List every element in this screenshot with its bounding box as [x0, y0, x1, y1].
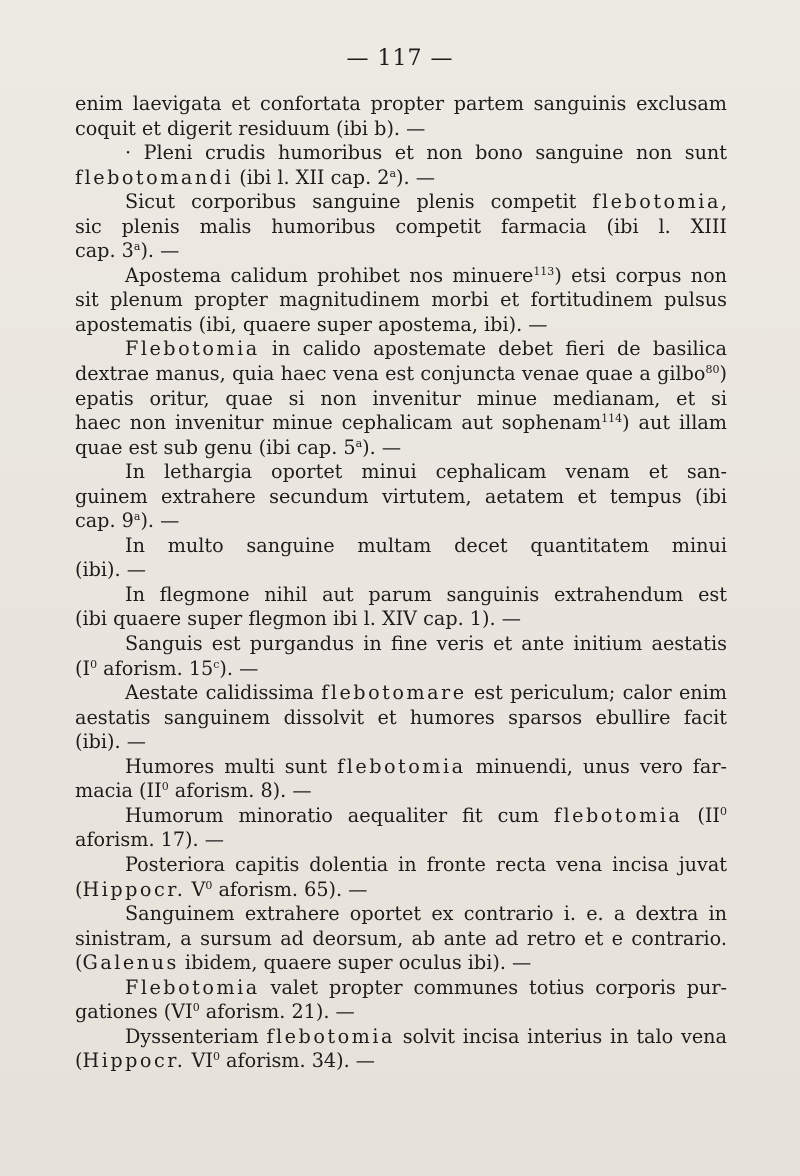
text-run: Humores multi sunt	[125, 754, 338, 778]
text-run: Sanguis est purgandus in fine veris et ante initium aestatis	[125, 632, 727, 656]
text-run: ). —	[219, 656, 259, 680]
text-run: gationes (VI	[75, 1000, 193, 1024]
superscript: 80	[705, 363, 720, 377]
text-run: aforism. 34). —	[219, 1049, 375, 1073]
text-line	[75, 902, 727, 927]
text-line	[75, 117, 727, 142]
text-run: )	[719, 362, 727, 386]
text-run: ). —	[140, 239, 180, 263]
text-line	[75, 755, 727, 780]
text-run: aforism. 15	[97, 656, 214, 680]
text-run: solvit incisa interius in talo vena	[394, 1024, 727, 1048]
text-line	[75, 436, 727, 461]
text-run: (	[75, 951, 83, 975]
superscript: 0	[192, 1001, 200, 1015]
spaced-word: flebotomia	[553, 803, 683, 827]
body-text	[75, 92, 727, 1074]
text-run: (II	[682, 803, 720, 827]
text-line	[75, 878, 727, 903]
text-line	[75, 411, 727, 436]
text-run: Posteriora capitis dolentia in fronte recta vena incisa juvat	[125, 852, 727, 876]
text-run: In lethargia oportet minui cephalicam venam et san-	[125, 460, 727, 484]
text-run: (ibi). —	[75, 558, 146, 582]
text-run: guinem extrahere secundum virtutem, aetatem et tempus (ibi	[75, 484, 727, 508]
text-run: sic plenis malis humoribus competit farmacia (ibi l. XIII	[75, 214, 727, 238]
spaced-word: flebotomia	[266, 1024, 395, 1048]
spaced-word: Hippocr.	[82, 1049, 186, 1073]
text-line	[75, 215, 727, 240]
text-run: (ibi). —	[75, 730, 146, 754]
superscript: a	[133, 240, 141, 254]
superscript: 113	[533, 264, 555, 278]
text-line	[75, 460, 727, 485]
text-line	[75, 337, 727, 362]
text-line	[75, 288, 727, 313]
text-line	[75, 190, 727, 215]
text-run: est periculum; calor enim	[466, 681, 727, 705]
text-run: ibidem, quaere super oculus ibi). —	[178, 951, 532, 975]
text-line	[75, 951, 727, 976]
text-run: V	[185, 877, 206, 901]
superscript: a	[355, 436, 363, 450]
text-line	[75, 853, 727, 878]
text-run: cap. 9	[75, 509, 134, 533]
text-line	[75, 681, 727, 706]
text-line	[75, 779, 727, 804]
text-line	[75, 239, 727, 264]
text-line	[75, 534, 727, 559]
text-run: enim laevigata et confortata propter partem sanguinis exclusam	[75, 92, 727, 115]
text-run: In multo sanguine multam decet quantitatem minui	[125, 533, 727, 557]
text-run: cap. 3	[75, 239, 134, 263]
text-run: ,	[720, 190, 727, 214]
text-line	[75, 92, 727, 117]
text-line	[75, 509, 727, 534]
text-line	[75, 485, 727, 510]
text-line	[75, 583, 727, 608]
text-run: Apostema calidum prohibet nos minuere	[125, 263, 534, 287]
superscript: a	[133, 510, 141, 524]
superscript: 0	[205, 878, 213, 892]
text-line	[75, 1000, 727, 1025]
text-run: sit plenum propter magnitudinem morbi et fortitudinem pulsus	[75, 288, 727, 312]
text-run: apostematis (ibi, quaere super apostema, ibi). —	[75, 312, 548, 336]
text-line	[75, 313, 727, 338]
superscript: 0	[161, 780, 169, 794]
text-run: ) etsi corpus non	[554, 263, 727, 287]
spaced-word: flebotomandi	[75, 165, 234, 189]
text-run: aforism. 21). —	[199, 1000, 355, 1024]
page-number: — 117 —	[346, 46, 454, 71]
text-run: ). —	[396, 165, 435, 189]
superscript: a	[389, 166, 397, 180]
text-run: haec non invenitur minue cephalicam aut sophenam	[75, 411, 602, 435]
text-run: ) aut illam	[622, 411, 727, 435]
text-run: valet propter communes totius corporis pur-	[259, 975, 727, 999]
text-line	[75, 264, 727, 289]
text-line	[75, 387, 727, 412]
text-run: macia (II	[75, 779, 162, 803]
text-line	[75, 706, 727, 731]
superscript: c	[213, 657, 220, 671]
text-run: Humorum minoratio aequaliter fit cum	[125, 803, 554, 827]
spaced-word: Galenus	[82, 951, 179, 975]
spaced-word: Flebotomia	[125, 975, 260, 999]
text-run: aforism. 65). —	[212, 877, 368, 901]
text-run: aforism. 8). —	[168, 779, 312, 803]
spaced-word: flebotomare	[321, 681, 467, 705]
text-line	[75, 362, 727, 387]
text-run: epatis oritur, quae si non invenitur minue medianam, et si	[75, 386, 727, 410]
superscript: 114	[601, 412, 623, 426]
text-run: aestatis sanguinem dissolvit et humores sparsos ebullire facit	[75, 705, 727, 729]
text-run: ). —	[362, 435, 402, 459]
text-line	[75, 730, 727, 755]
text-line	[75, 632, 727, 657]
text-run: coquit et digerit residuum (ibi b). —	[75, 116, 426, 140]
text-line	[75, 558, 727, 583]
text-run: Sicut corporibus sanguine plenis competit	[125, 190, 593, 214]
text-run: (I	[75, 656, 91, 680]
text-run: In flegmone nihil aut parum sanguinis extrahendum est	[125, 582, 727, 606]
text-run: Sanguinem extrahere oportet ex contrario i. e. a dextra in	[125, 902, 727, 926]
text-run: dextrae manus, quia haec vena est conjuncta venae quae a gilbo	[75, 362, 706, 386]
text-run: quae est sub genu (ibi cap. 5	[75, 435, 356, 459]
text-run: · Pleni crudis humoribus et non bono sanguine non sunt	[125, 141, 727, 165]
text-line	[75, 828, 727, 853]
text-run: sinistram, a sursum ad deorsum, ab ante ad retro et e contrario.	[75, 926, 727, 950]
superscript: 0	[90, 657, 98, 671]
text-run: (ibi l. XII cap. 2	[233, 165, 390, 189]
text-run: (	[75, 877, 83, 901]
text-run: VI	[185, 1049, 213, 1073]
spaced-word: Flebotomia	[125, 337, 260, 361]
superscript: 0	[212, 1050, 220, 1064]
text-line	[75, 976, 727, 1001]
text-run: Dyssenteriam	[125, 1024, 267, 1048]
text-run: minuendi, unus vero far-	[465, 754, 727, 778]
text-run: ). —	[140, 509, 180, 533]
spaced-word: flebotomia	[337, 754, 466, 778]
text-line	[75, 166, 727, 191]
text-run: in calido apostemate debet fieri de basilica	[259, 337, 727, 361]
text-line	[75, 657, 727, 682]
text-line	[75, 141, 727, 166]
text-run: (ibi quaere super flegmon ibi l. XIV cap. 1). —	[75, 607, 521, 631]
text-run: Aestate calidissima	[125, 681, 322, 705]
text-line	[75, 607, 727, 632]
spaced-word: flebotomia	[592, 190, 721, 214]
text-line	[75, 1025, 727, 1050]
superscript: 0	[720, 804, 727, 818]
spaced-word: Hippocr.	[82, 877, 186, 901]
text-line	[75, 927, 727, 952]
text-line	[75, 1049, 727, 1074]
text-run: (	[75, 1049, 83, 1073]
text-line	[75, 804, 727, 829]
text-run: aforism. 17). —	[75, 828, 224, 852]
